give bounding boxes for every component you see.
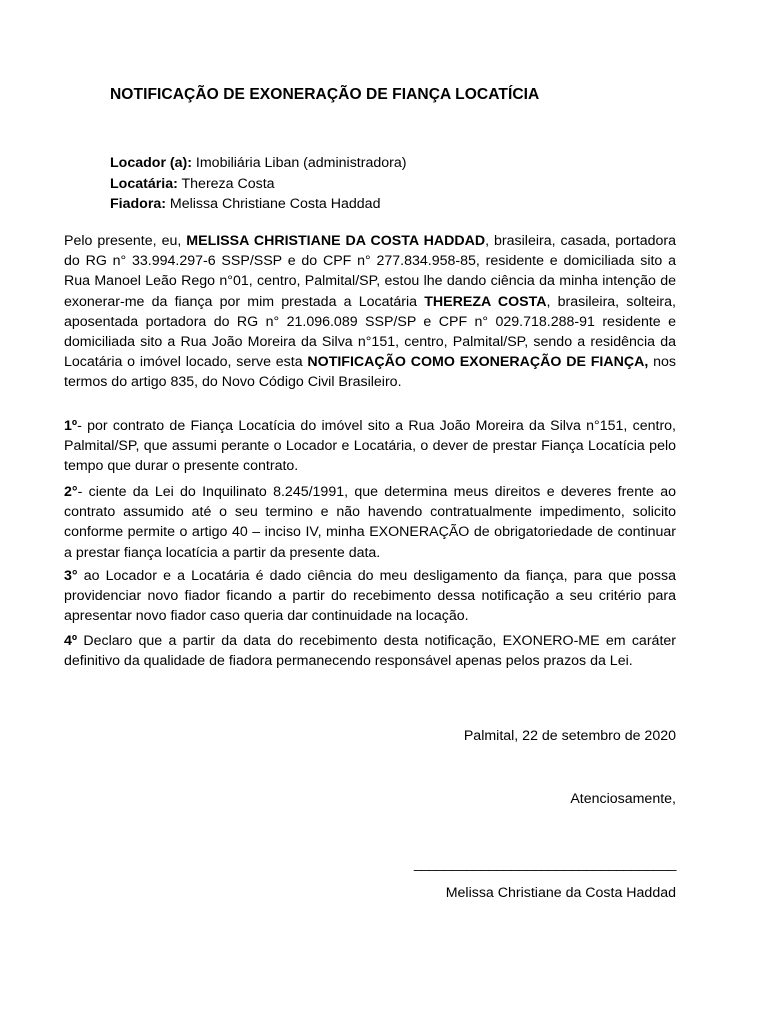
clause-number: 2° <box>64 484 78 500</box>
notification-emphasis: NOTIFICAÇÃO COMO EXONERAÇÃO DE FIANÇA, <box>307 354 649 371</box>
intro-text-4: nos termos do artigo 835, do Novo Código Civil Brasileiro. <box>64 354 676 391</box>
locataria-line <box>110 174 406 195</box>
clause-text: Declaro que a partir da data do recebimento desta notificação, EXONERO-ME em caráter definitivo da qualidade de fiadora permanecendo responsável apenas pelos prazos da Lei. <box>64 633 676 670</box>
clause-number: 4º <box>64 633 78 649</box>
intro-text-3: , brasileira, solteira, aposentada portadora do RG n° 21.096.089 SSP/SP e CPF n° 029.718.288-91 residente e domiciliada sito a Rua João Moreira da Silva n°151, centro, Palmital/SP, sendo a residência da Locatária o imóvel locado, serve esta <box>64 293 676 371</box>
clause-number: 1º <box>64 418 78 434</box>
locataria-label: Locatária: <box>110 175 178 192</box>
locador-value: Imobiliária Liban (administradora) <box>191 155 407 171</box>
fiadora-name-bold: MELISSA CHRISTIANE DA COSTA HADDAD <box>186 233 486 249</box>
locataria-value: Thereza Costa <box>177 175 275 192</box>
locador-line <box>110 153 406 174</box>
clause-text: - por contrato de Fiança Locatícia do imóvel sito a Rua João Moreira da Silva n°151, centro, Palmital/SP, que assumi perante o Locador e Locatária, o dever de prestar Fiança Locatícia pelo tempo que durar o presente contrato. <box>64 418 676 475</box>
date-line: Palmital, 22 de setembro de 2020 <box>463 728 676 744</box>
clause-2 <box>64 482 676 563</box>
intro-paragraph <box>64 231 676 393</box>
locataria-name-bold: THEREZA COSTA <box>424 293 547 310</box>
clause-4 <box>64 631 676 671</box>
clause-3 <box>64 566 676 627</box>
fiadora-line <box>110 194 406 215</box>
document-title: NOTIFICAÇÃO DE EXONERAÇÃO DE FIANÇA LOCATÍCIA <box>110 86 540 103</box>
intro-text-1: Pelo presente, eu, <box>64 233 187 249</box>
fiadora-label: Fiadora: <box>110 196 166 212</box>
fiadora-value: Melissa Christiane Costa Haddad <box>165 196 381 212</box>
locador-label: Locador (a): <box>110 155 192 171</box>
parties-block <box>110 153 406 215</box>
clause-text: - ciente da Lei do Inquilinato 8.245/1991, que determina meus direitos e deveres frente ao contrato assumido até o seu termino e não havendo contratualmente impedimento, solicito conforme permite o artigo 40 – inciso IV, minha EXONERAÇÃO de obrigatoriedade de continuar a prestar fiança locatícia a partir da presente data. <box>64 484 676 561</box>
closing-text: Atenciosamente, <box>570 791 676 807</box>
clause-number: 3° <box>64 568 78 584</box>
clause-1 <box>64 416 676 477</box>
intro-text-2: , brasileira, casada, portadora do RG n° 33.994.297-6 SSP/SSP e do CPF n° 277.834.958-85, residente e domiciliada sito a Rua Manoel Leão Rego n°01, centro, Palmital/SP, estou lhe dando ciência da minha intenção de exonerar-me da fiança por mim prestada a Locatária <box>64 233 676 310</box>
clause-text: ao Locador e a Locatária é dado ciência do meu desligamento da fiança, para que possa providenciar novo fiador ficando a partir do recebimento dessa notificação a seu critério para apresentar novo fiador caso queria dar continuidade na locação. <box>64 568 676 625</box>
signature-name: Melissa Christiane da Costa Haddad <box>445 885 676 901</box>
signature-line: ___________________________________ <box>413 856 676 872</box>
